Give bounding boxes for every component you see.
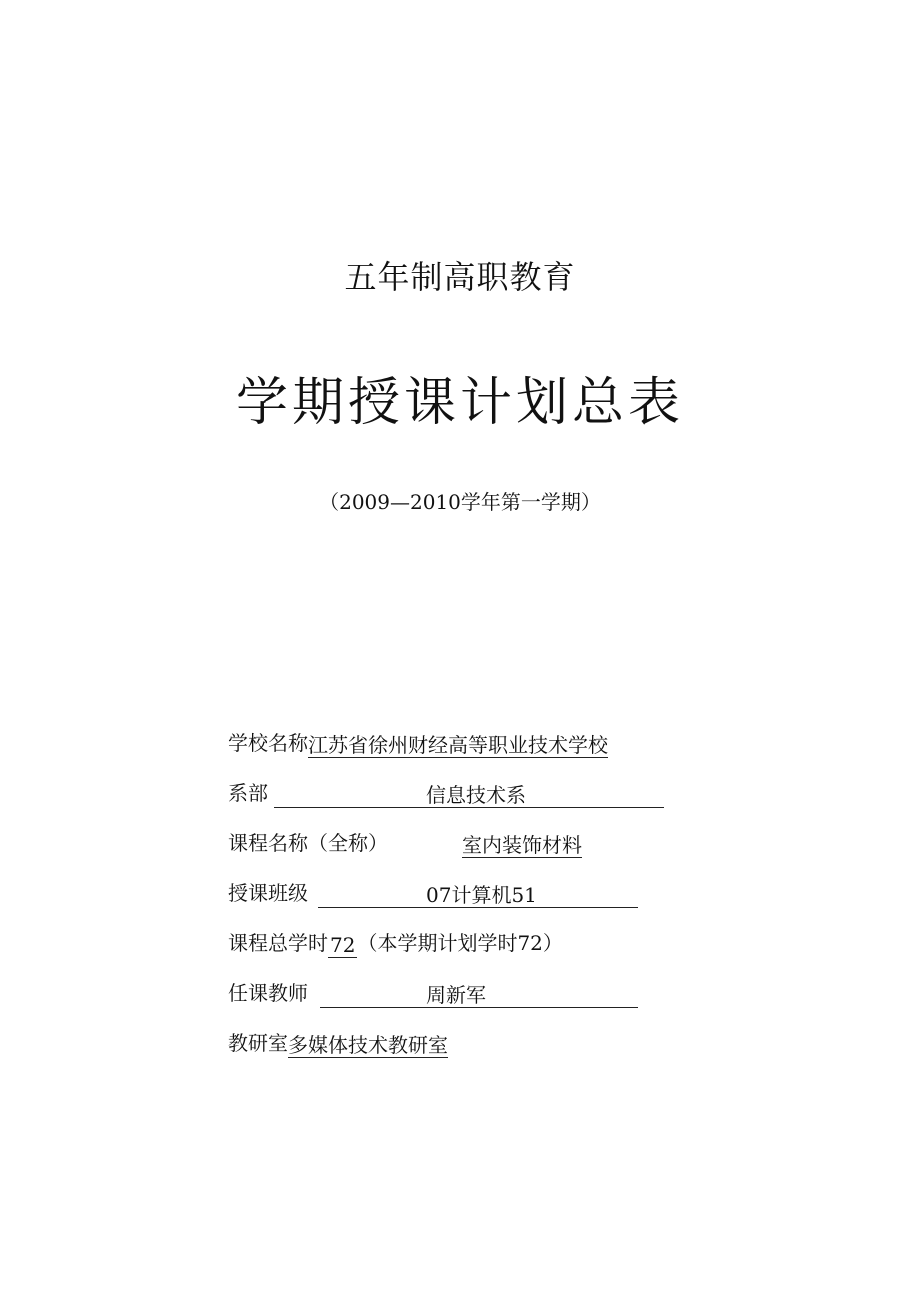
field-office bbox=[228, 1028, 448, 1058]
field-class-label: 授课班级 bbox=[228, 881, 308, 905]
field-hours-label: 课程总学时 bbox=[228, 931, 328, 955]
field-department-value bbox=[274, 783, 664, 808]
document-title: 学期授课计划总表 bbox=[235, 373, 684, 433]
field-office-value: 多媒体技术教研室 bbox=[288, 1033, 448, 1057]
field-course-value: 室内装饰材料 bbox=[462, 833, 582, 857]
field-teacher-text: 周新军 bbox=[426, 983, 486, 1007]
field-school-value: 江苏省徐州财经高等职业技术学校 bbox=[308, 733, 608, 757]
field-department-text: 信息技术系 bbox=[426, 783, 526, 807]
field-department bbox=[228, 778, 664, 808]
field-class-text: 07计算机51 bbox=[426, 883, 537, 907]
field-class-value bbox=[318, 883, 638, 908]
field-hours-value: 72 bbox=[330, 933, 356, 957]
field-school bbox=[228, 728, 608, 758]
field-course-label: 课程名称（全称） bbox=[228, 831, 388, 855]
document-subtitle: 五年制高职教育 bbox=[344, 258, 576, 296]
field-course bbox=[228, 828, 582, 858]
field-teacher-label: 任课教师 bbox=[228, 981, 308, 1005]
field-class bbox=[228, 878, 638, 908]
field-hours bbox=[228, 928, 563, 958]
field-office-label: 教研室 bbox=[228, 1031, 288, 1055]
semester-label: （2009—2010学年第一学期） bbox=[319, 490, 601, 514]
field-hours-note: （本学期计划学时72） bbox=[357, 931, 563, 955]
field-department-label: 系部 bbox=[228, 781, 268, 805]
field-teacher-value bbox=[320, 983, 638, 1008]
field-teacher bbox=[228, 978, 638, 1008]
field-school-label: 学校名称 bbox=[228, 731, 308, 755]
